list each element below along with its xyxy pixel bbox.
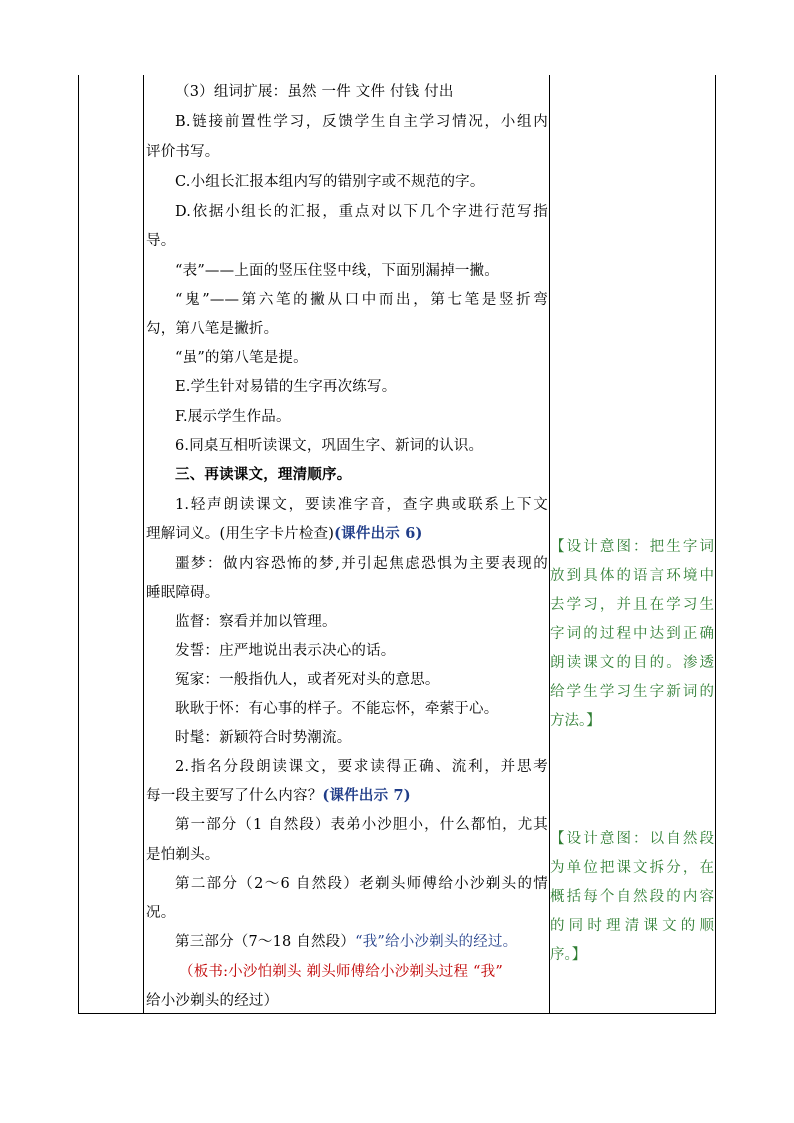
text-span: 第三部分（7～18 自然段） [175, 934, 356, 950]
text-line: B.链接前置性学习，反馈学生自主学习情况，小组内 [175, 114, 548, 130]
table-border-left [78, 75, 79, 1014]
courseware-tag: (课件出示 6) [334, 525, 423, 542]
text-line: 评价书写。 [146, 144, 220, 160]
text-line: 1.轻声朗读课文，要读准字音，查字典或联系上下文 [175, 497, 548, 513]
text-line: 况。 [146, 905, 176, 921]
note-line: 【设计意图：以自然段 [550, 831, 714, 847]
text-line: 噩梦：做内容恐怖的梦,并引起焦虑恐惧为主要表现的 [175, 556, 548, 572]
text-line: 2.指名分段朗读课文，要求读得正确、流利，并思考 [175, 759, 548, 775]
text-line: D.依据小组长的汇报，重点对以下几个字进行范写指 [175, 204, 548, 220]
text-line: 第一部分（1 自然段）表弟小沙胆小，什么都怕，尤其 [175, 817, 548, 833]
note-line: 给学生学习生字新词的 [550, 684, 714, 700]
text-line [146, 524, 423, 544]
text-line: “虽”的第八笔是提。 [175, 350, 308, 366]
table-divider-1 [143, 75, 144, 1014]
text-line: 时髦：新颖符合时势潮流。 [175, 730, 352, 746]
courseware-tag: (课件出示 7) [322, 787, 411, 804]
text-line: 6.同桌互相听读课文，巩固生字、新词的认识。 [175, 438, 484, 454]
text-line: F.展示学生作品。 [175, 409, 291, 425]
note-line: 字词的过程中达到正确 [550, 626, 714, 642]
text-line: 冤家：一般指仇人，或者死对头的意思。 [175, 672, 440, 688]
text-line: 第二部分（2～6 自然段）老剃头师傅给小沙剃头的情 [175, 876, 548, 892]
note-line: 为单位把课文拆分，在 [550, 860, 714, 876]
text-span: “我”给小沙剃头的经过。 [355, 934, 518, 950]
table-border-right [715, 75, 716, 1014]
note-line: 的同时理清课文的顺 [550, 918, 714, 934]
text-span: 理解词义。(用生字卡片检查) [146, 526, 335, 542]
text-line: 监督：察看并加以管理。 [175, 614, 337, 630]
text-line: C.小组长汇报本组内写的错别字或不规范的字。 [175, 174, 485, 190]
text-line: “表”——上面的竖压住竖中线，下面别漏掉一撇。 [175, 263, 499, 279]
note-line: 方法。】 [550, 713, 601, 729]
note-line: 序。】 [550, 947, 587, 963]
note-line: 去学习，并且在学习生 [550, 597, 714, 613]
text-line [146, 786, 411, 806]
note-line: 放到具体的语言环境中 [550, 568, 714, 584]
text-line: 勾，第八笔是撇折。 [146, 321, 279, 337]
text-line: “鬼”——第六笔的撇从口中而出，第七笔是竖折弯 [175, 292, 548, 308]
text-line: 发誓：庄严地说出表示决心的话。 [175, 643, 396, 659]
note-line: 概括每个自然段的内容 [550, 889, 714, 905]
text-line: 耿耿于怀：有心事的样子。不能忘怀，牵萦于心。 [175, 701, 499, 717]
note-line: 朗读课文的目的。渗透 [550, 655, 714, 671]
text-line [175, 932, 517, 952]
text-line: （3）组词扩展：虽然 一件 文件 付钱 付出 [175, 84, 454, 100]
text-line: 给小沙剃头的经过） [146, 993, 279, 1009]
text-span: 每一段主要写了什么内容？ [146, 788, 323, 804]
board-writing-line: （板书:小沙怕剃头 剃头师傅给小沙剃头过程 “我” [179, 964, 503, 980]
section-heading: 三、再读课文，理清顺序。 [175, 466, 352, 483]
note-line: 【设计意图：把生字词 [550, 539, 714, 555]
text-line: E.学生针对易错的生字再次练写。 [175, 379, 397, 395]
table-bottom-border [78, 1013, 716, 1014]
text-line: 导。 [146, 233, 176, 249]
text-line: 睡眠障碍。 [146, 585, 220, 601]
text-line: 是怕剃头。 [146, 847, 220, 863]
